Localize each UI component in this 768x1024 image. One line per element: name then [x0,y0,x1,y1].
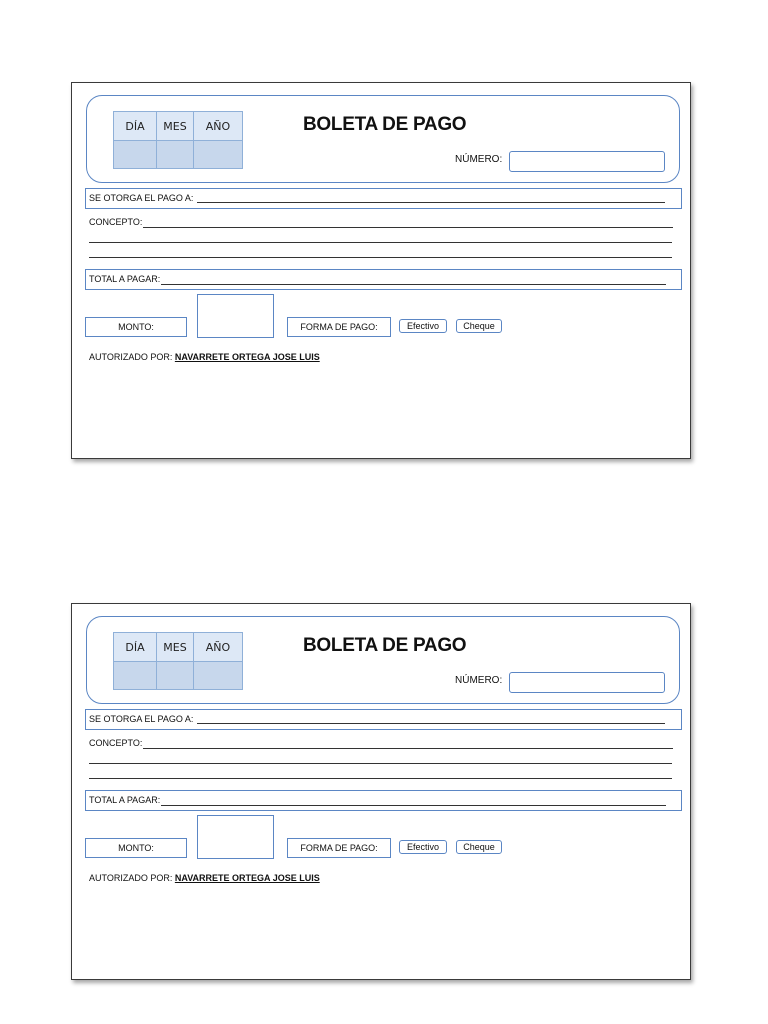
forma-pago-label: FORMA DE PAGO: [300,843,378,853]
concepto-line-3[interactable] [89,257,672,258]
concepto-line-3[interactable] [89,778,672,779]
day-header: DÍA [114,633,157,662]
slip-header [86,616,680,704]
day-cell[interactable] [114,141,157,169]
date-table [113,111,243,169]
numero-label: NÚMERO: [455,154,503,165]
monto-value-field[interactable] [197,815,274,859]
payment-slip-1 [71,82,691,459]
authorized-name: NAVARRETE ORTEGA JOSE LUIS [174,873,320,883]
payment-slip-2 [71,603,691,980]
year-cell[interactable] [194,141,243,169]
month-cell[interactable] [157,662,194,690]
total-fill-line[interactable] [161,284,666,285]
slip-title: BOLETA DE PAGO [303,635,467,656]
efectivo-option[interactable]: Efectivo [399,840,447,854]
cheque-option[interactable]: Cheque [456,319,502,333]
otorga-fill-line[interactable] [197,723,665,724]
cheque-option[interactable]: Cheque [456,840,502,854]
forma-pago-box [287,317,391,337]
monto-label-box [85,317,187,337]
day-cell[interactable] [114,662,157,690]
authorized-label: AUTORIZADO POR: [89,873,173,883]
total-row [85,269,682,290]
month-header: MES [157,112,194,141]
monto-label: MONTO: [118,322,154,332]
concepto-fill-line[interactable] [143,227,673,228]
authorized-label: AUTORIZADO POR: [89,352,173,362]
slip-header [86,95,680,183]
month-header: MES [157,633,194,662]
otorga-row [85,709,682,730]
date-table [113,632,243,690]
monto-label: MONTO: [118,843,154,853]
authorized-by [89,352,320,362]
forma-pago-box [287,838,391,858]
concepto-label: CONCEPTO: [89,738,143,748]
year-cell[interactable] [194,662,243,690]
total-fill-line[interactable] [161,805,666,806]
authorized-name: NAVARRETE ORTEGA JOSE LUIS [174,352,320,362]
monto-value-field[interactable] [197,294,274,338]
otorga-label: SE OTORGA EL PAGO A: [89,193,194,203]
month-cell[interactable] [157,141,194,169]
authorized-by [89,873,320,883]
concepto-line-2[interactable] [89,763,672,764]
numero-field[interactable] [509,672,665,693]
day-header: DÍA [114,112,157,141]
numero-field[interactable] [509,151,665,172]
year-header: AÑO [194,112,243,141]
monto-label-box [85,838,187,858]
concepto-label: CONCEPTO: [89,217,143,227]
otorga-fill-line[interactable] [197,202,665,203]
total-label: TOTAL A PAGAR: [89,795,161,805]
otorga-label: SE OTORGA EL PAGO A: [89,714,194,724]
concepto-line-2[interactable] [89,242,672,243]
numero-label: NÚMERO: [455,675,503,686]
forma-pago-label: FORMA DE PAGO: [300,322,378,332]
total-label: TOTAL A PAGAR: [89,274,161,284]
year-header: AÑO [194,633,243,662]
otorga-row [85,188,682,209]
slip-title: BOLETA DE PAGO [303,114,467,135]
concepto-fill-line[interactable] [143,748,673,749]
efectivo-option[interactable]: Efectivo [399,319,447,333]
total-row [85,790,682,811]
